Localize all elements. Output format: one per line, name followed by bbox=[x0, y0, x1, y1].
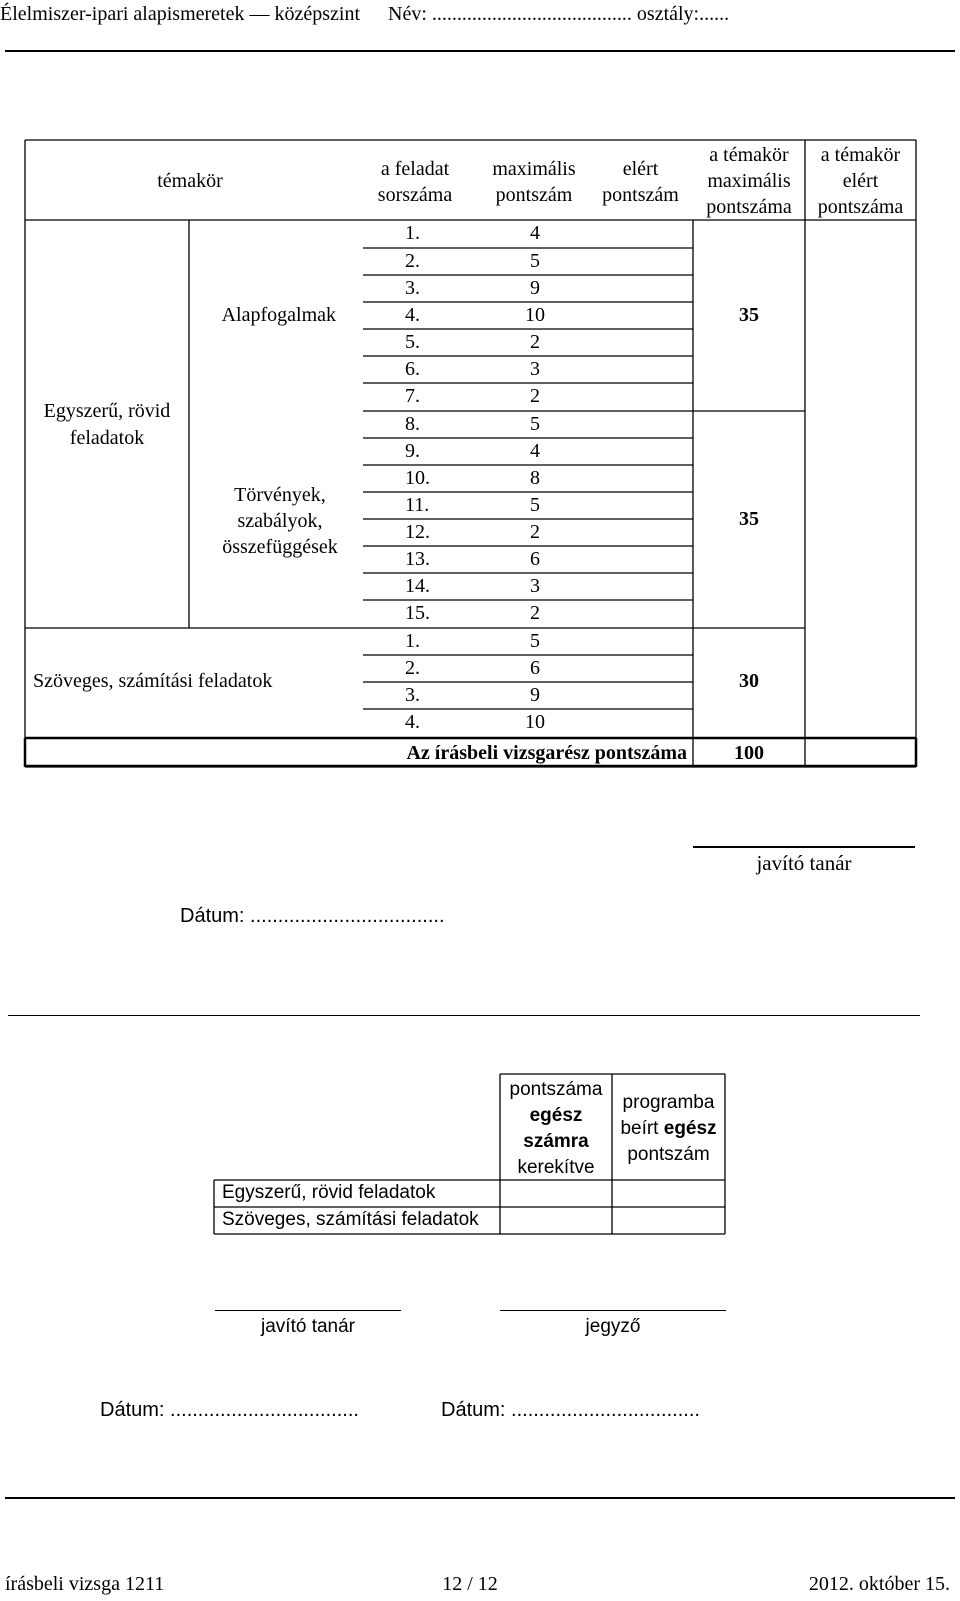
max-points-cell: 10 bbox=[525, 304, 545, 326]
task-number-cell: 14. bbox=[405, 575, 430, 597]
subgroup-alapfogalmak-label: Alapfogalmak bbox=[221, 304, 336, 326]
task-number-cell: 12. bbox=[405, 521, 430, 543]
rounding-row-label: Szöveges, számítási feladatok bbox=[222, 1209, 479, 1230]
signature-line-3 bbox=[500, 1310, 726, 1311]
footer-left: írásbeli vizsga 1211 bbox=[5, 1573, 165, 1595]
max-points-cell: 5 bbox=[530, 413, 540, 435]
max-points-cell: 3 bbox=[530, 575, 540, 597]
task-number-cell: 1. bbox=[405, 630, 420, 652]
max-points-cell: 6 bbox=[530, 657, 540, 679]
task-number-cell: 3. bbox=[405, 277, 420, 299]
rounding-table bbox=[0, 1060, 960, 1240]
signature-role-2: javító tanár bbox=[261, 1316, 355, 1337]
header-dash: — bbox=[249, 3, 270, 25]
task-number-cell: 1. bbox=[405, 222, 420, 244]
task-number-cell: 4. bbox=[405, 711, 420, 733]
group2-max-total: 30 bbox=[739, 670, 759, 692]
score-table bbox=[0, 0, 960, 800]
task-number-cell: 10. bbox=[405, 467, 430, 489]
max-points-cell: 8 bbox=[530, 467, 540, 489]
task-number-cell: 2. bbox=[405, 657, 420, 679]
section-divider bbox=[8, 1015, 920, 1016]
header-name-label: Név: ........................................ bbox=[388, 3, 632, 25]
header-rounded-points: pontszáma egész számra kerekítve bbox=[509, 1079, 603, 1178]
footer-right: 2012. október 15. bbox=[808, 1573, 950, 1595]
total-label: Az írásbeli vizsgarész pontszáma bbox=[406, 742, 687, 764]
header-level: középszint bbox=[274, 3, 361, 25]
header-max-points: maximális pontszám bbox=[492, 158, 576, 206]
task-number-cell: 6. bbox=[405, 358, 420, 380]
task-number-cell: 11. bbox=[405, 494, 430, 516]
group1-label: Egyszerű, rövid feladatok bbox=[43, 400, 171, 449]
max-points-cell: 2 bbox=[530, 385, 540, 407]
subgroup2-max-total: 35 bbox=[739, 508, 759, 530]
max-points-cell: 2 bbox=[530, 602, 540, 624]
max-points-cell: 6 bbox=[530, 548, 540, 570]
footer-rule bbox=[5, 1497, 955, 1499]
task-number-cell: 9. bbox=[405, 440, 420, 462]
header-task-number: a feladat sorszáma bbox=[377, 158, 453, 206]
footer-page-number: 12 / 12 bbox=[442, 1573, 498, 1595]
max-points-cell: 10 bbox=[525, 711, 545, 733]
max-points-cell: 5 bbox=[530, 630, 540, 652]
max-points-cell: 9 bbox=[530, 684, 540, 706]
task-number-cell: 15. bbox=[405, 602, 430, 624]
signature-role-3: jegyző bbox=[585, 1316, 641, 1337]
max-points-cell: 4 bbox=[530, 440, 540, 462]
subgroup1-max-total: 35 bbox=[739, 304, 759, 326]
header-class-label: osztály:...... bbox=[636, 3, 730, 25]
group2-label: Szöveges, számítási feladatok bbox=[33, 670, 273, 692]
signature-line-1 bbox=[693, 846, 915, 848]
task-number-cell: 4. bbox=[405, 304, 420, 326]
header-subject: Élelmiszer-ipari alapismeretek bbox=[0, 3, 245, 25]
max-points-cell: 5 bbox=[530, 494, 540, 516]
header-topic: témakör bbox=[157, 170, 223, 192]
date-field-3: Dátum: .................................. bbox=[441, 1399, 700, 1421]
max-points-cell: 4 bbox=[530, 222, 540, 244]
subgroup-torvenyek-label: Törvények, szabályok, összefüggések bbox=[222, 484, 338, 558]
date-field-2: Dátum: .................................. bbox=[100, 1399, 359, 1421]
header-program-points: programba beírt egész pontszám bbox=[620, 1092, 717, 1165]
max-points-cell: 2 bbox=[530, 331, 540, 353]
task-number-cell: 8. bbox=[405, 413, 420, 435]
max-points-cell: 9 bbox=[530, 277, 540, 299]
rounding-row-label: Egyszerű, rövid feladatok bbox=[222, 1182, 436, 1203]
header-topic-max: a témakör maximális pontszáma bbox=[706, 144, 792, 218]
rounding-table-grid bbox=[0, 1060, 960, 1240]
max-points-cell: 5 bbox=[530, 250, 540, 272]
task-number-cell: 3. bbox=[405, 684, 420, 706]
signature-line-2 bbox=[215, 1310, 401, 1311]
signature-role-1: javító tanár bbox=[756, 851, 852, 875]
max-points-cell: 3 bbox=[530, 358, 540, 380]
date-field-1: Dátum: ................................... bbox=[180, 905, 445, 927]
max-points-cell: 2 bbox=[530, 521, 540, 543]
header-topic-achieved: a témakör elért pontszáma bbox=[817, 144, 904, 218]
header-achieved-points: elért pontszám bbox=[602, 158, 679, 206]
task-number-cell: 5. bbox=[405, 331, 420, 353]
total-value: 100 bbox=[734, 742, 764, 764]
task-number-cell: 2. bbox=[405, 250, 420, 272]
task-number-cell: 7. bbox=[405, 385, 420, 407]
task-number-cell: 13. bbox=[405, 548, 430, 570]
